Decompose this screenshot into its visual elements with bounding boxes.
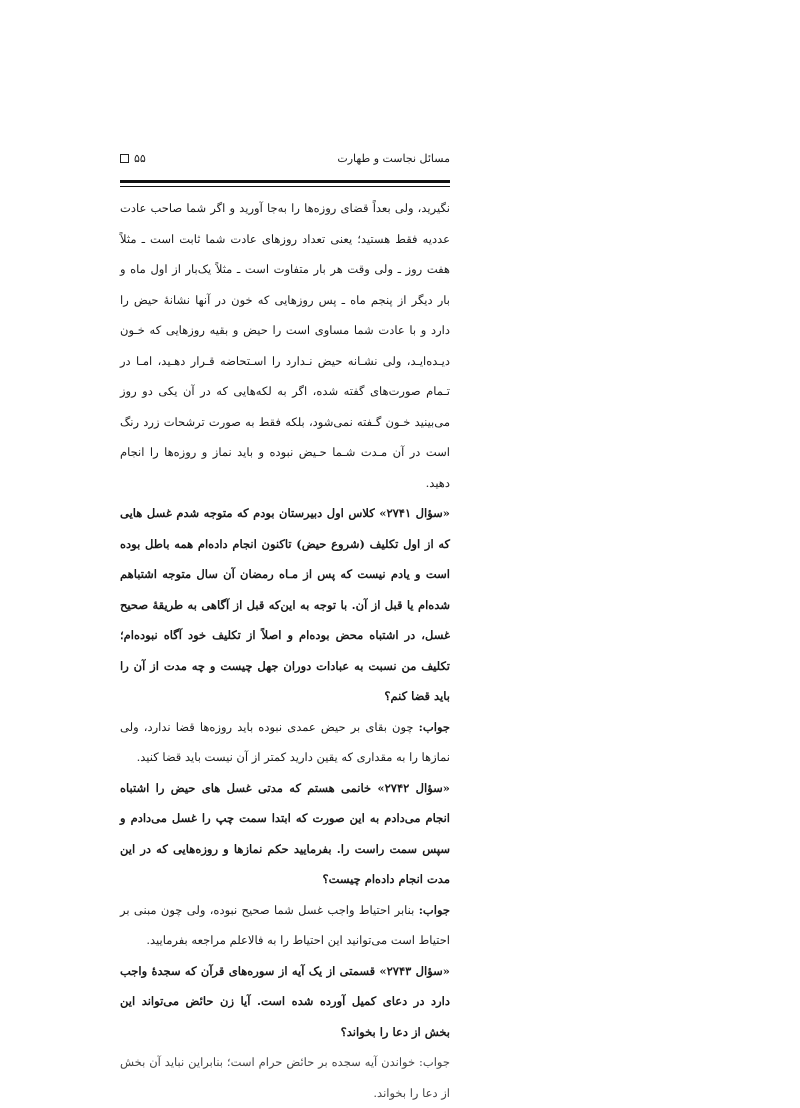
question-2741: «سؤال ۲۷۴۱» کلاس اول دبیرستان بودم که متوجه شدم غسل هایی که از اول تکلیف (شروع حیض) تاکنون انجام داده‌ام همه باطل بوده است و یادم نیست که پس از مـاه رمضان آن سال متوجه اشتباهم شده‌ام یا قبل از آن. با توجه به این‌که قبل از آگاهی به طریقهٔ صحیح غسل، در اشتباه محض بوده‌ام و اصلاً از تکلیف خود آگاه نبوده‌ام؛ تکلیف من نسبت به عبادات دوران جهل چیست و چه مدت از آن را باید قضا کنم؟ — [120, 506, 450, 703]
header-rule-thick — [120, 180, 450, 183]
answer-text: چون بقای بر حیض عمدی نبوده باید روزه‌ها قضا ندارد، ولی نمازها را به مقداری که یقین دارید کمتر از آن نیست باید قضا کنید. — [120, 719, 450, 764]
answer-text: بنابر احتیاط واجب غسل شما صحیح نبوده، ولی چون مبنی بر احتیاط است می‌توانید این احتیاط را به فالاعلم مراجعه بفرمایید. — [120, 902, 450, 947]
page-number-group — [120, 152, 146, 165]
paragraph-continuation: نگیرید، ولی بعداً قضای روزه‌ها را به‌جا آورید و اگر شما صاحب عادت عددیه فقط هستید؛ یعنی تعداد روزهای عادت شما ثابت است ـ مثلاً هفت روز ـ ولی وقت هر بار متفاوت است ـ مثلاً یک‌بار از اول ماه و بار دیگر از پنجم ماه ـ پس روزهایی که خون در آنها نشانهٔ حیض را دارد و با عادت شما مساوی است را حیض و بقیه روزهایی که خـون دیـده‌ایـد، ولی نشـانه حیض نـدارد را اسـتحاضه قـرار دهـید، امـا در تـمام صورت‌های گفته شده، اگر به لکه‌هایی که در آن یکی دو روز می‌بینید خـون گـفته نمی‌شود، بلکه فقط به صورت ترشحات زرد رنگ است در آن مـدت شـما حـیض نبوده و باید نماز و روزه‌ها را انجام دهید. — [120, 201, 450, 490]
paragraph-cut-off: جواب: خواندن آیه سجده بر حائض حرام است؛ بنابراین نباید آن بخش از دعا را بخواند. — [120, 1055, 450, 1100]
document-page — [120, 0, 450, 1100]
body-text — [120, 193, 451, 1100]
question-2743: «سؤال ۲۷۴۳» قسمتی از یک آیه از سوره‌های قرآن که سجدهٔ واجب دارد در دعای کمیل آورده شده است. آیا زن حائض می‌تواند این بخش از دعا را بخواند؟ — [120, 963, 450, 1039]
page-number: ۵۵ — [134, 151, 146, 165]
chapter-title: مسائل نجاست و طهارت — [337, 151, 450, 165]
answer-label: جواب: — [418, 902, 451, 917]
running-header — [120, 148, 450, 168]
header-rule-thin — [120, 186, 450, 187]
answer-2742 — [120, 895, 450, 956]
answer-label: جواب: — [418, 719, 450, 734]
square-icon — [120, 154, 129, 163]
answer-2741 — [120, 712, 450, 773]
question-2742: «سؤال ۲۷۴۲» خانمی هستم که مدتی غسل های حیض را اشتباه انجام می‌دادم به این صورت که ابتدا سمت چپ را غسل می‌دادم و سپس سمت راست را. بفرمایید حکم نمازها و روزه‌هایی که در این مدت انجام داده‌ام چیست؟ — [120, 780, 450, 886]
